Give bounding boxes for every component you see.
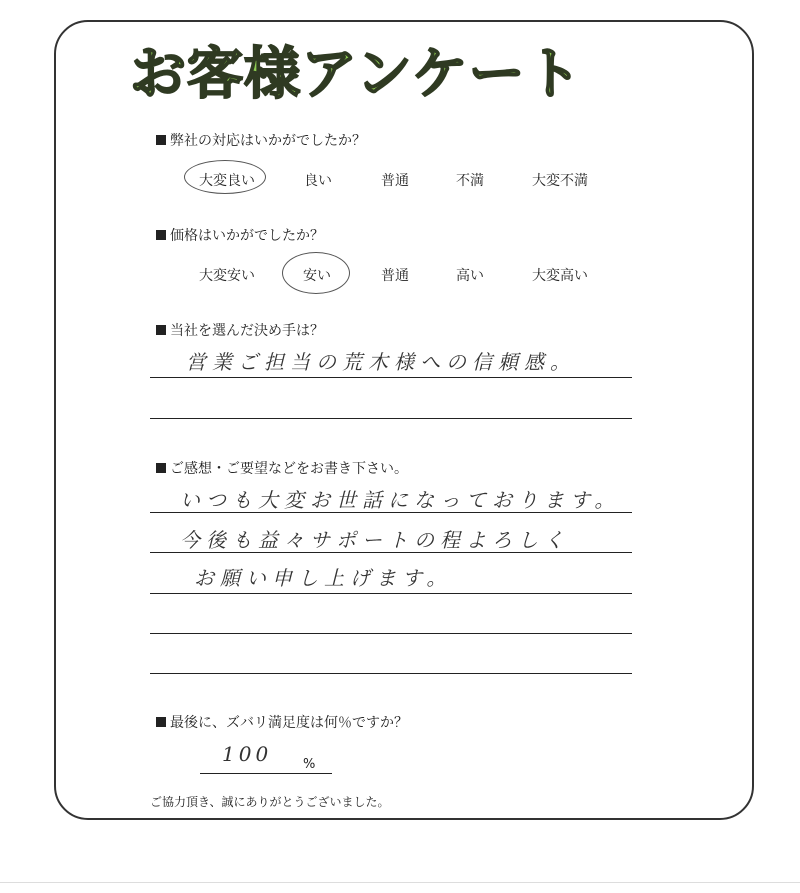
q4-answer-line-1[interactable]: いつも大変お世話になっております。 (180, 488, 621, 512)
q2-option-normal[interactable]: 普通 (381, 268, 409, 284)
q1-option-normal[interactable]: 普通 (381, 173, 409, 189)
q2-option-very-cheap[interactable]: 大変安い (199, 268, 255, 284)
question-5-label: 最後に、ズバリ満足度は何％ですか？ (170, 715, 408, 731)
q2-option-very-expensive[interactable]: 大変高い (532, 268, 588, 284)
square-bullet-icon (156, 463, 166, 473)
q1-option-dissatisfied[interactable]: 不満 (456, 173, 484, 189)
q5-answer[interactable]: 100 (222, 742, 273, 766)
answer-rule (150, 633, 632, 634)
answer-rule (150, 377, 632, 378)
question-3 (156, 320, 324, 340)
page-bottom-rule (0, 882, 800, 883)
survey-title: お客様アンケート (130, 42, 583, 107)
q2-option-expensive[interactable]: 高い (456, 268, 484, 284)
q4-answer-line-2[interactable]: 今後も益々サポートの程よろしく (180, 528, 570, 552)
q3-answer-line-1[interactable]: 営業ご担当の荒木様への信頼感。 (186, 350, 576, 374)
square-bullet-icon (156, 230, 166, 240)
question-1-label: 弊社の対応はいかがでしたか？ (170, 133, 366, 149)
answer-rule (150, 593, 632, 594)
q1-option-very-good[interactable]: 大変良い (199, 173, 255, 189)
q4-answer-line-3[interactable]: お願い申し上げます。 (194, 566, 453, 590)
answer-rule (150, 512, 632, 513)
q2-option-cheap[interactable]: 安い (303, 268, 331, 284)
question-4-label: ご感想・ご要望などをお書き下さい。 (170, 461, 408, 477)
question-2-label: 価格はいかがでしたか？ (170, 228, 324, 244)
square-bullet-icon (156, 717, 166, 727)
question-5 (156, 712, 408, 732)
answer-rule (150, 673, 632, 674)
square-bullet-icon (156, 135, 166, 145)
q1-option-good[interactable]: 良い (304, 173, 332, 189)
thank-you-footer: ご協力頂き、誠にありがとうございました。 (150, 795, 390, 809)
percent-answer-rule (200, 773, 332, 774)
square-bullet-icon (156, 325, 166, 335)
answer-rule (150, 552, 632, 553)
question-3-label: 当社を選んだ決め手は？ (170, 323, 324, 339)
answer-rule (150, 418, 632, 419)
question-1 (156, 130, 366, 150)
percent-unit: % (303, 757, 316, 772)
q1-option-very-dissatisfied[interactable]: 大変不満 (532, 173, 588, 189)
question-4 (156, 458, 408, 478)
question-2 (156, 225, 324, 245)
